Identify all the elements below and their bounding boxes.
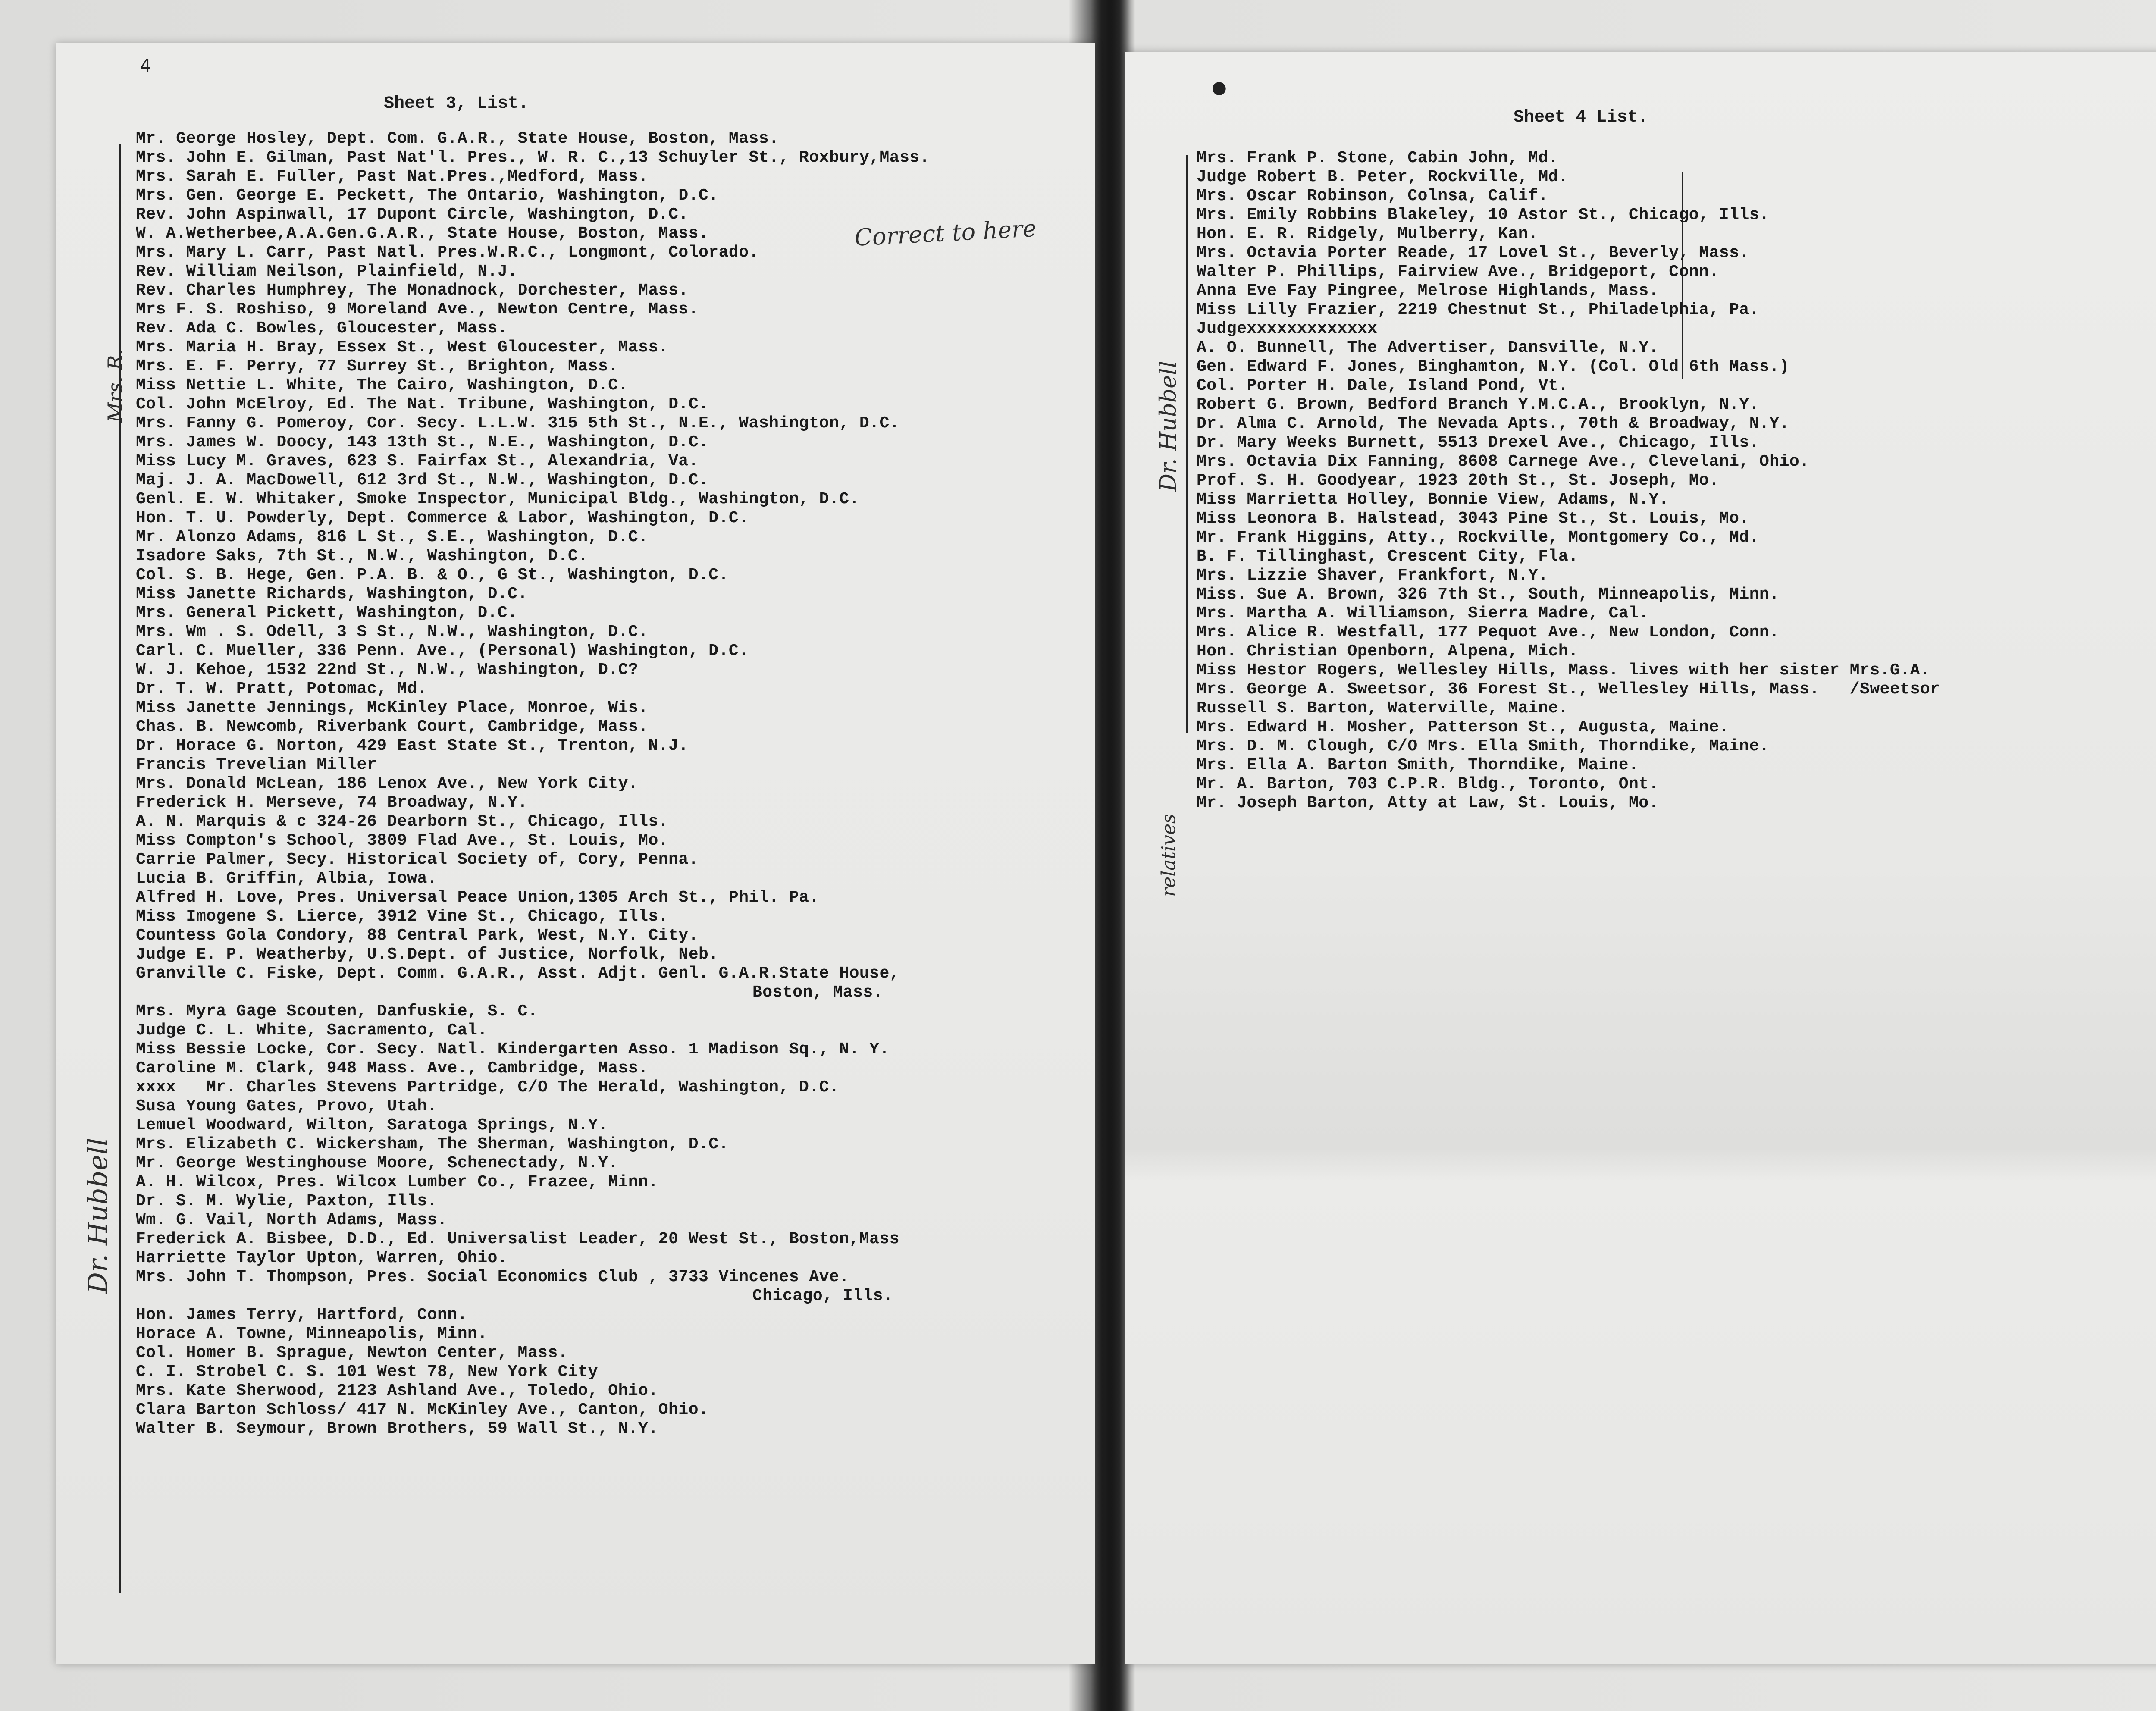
list-item: Judgexxxxxxxxxxxxx: [1197, 320, 1378, 338]
list-item: Judge C. L. White, Sacramento, Cal.: [136, 1021, 488, 1040]
sheet-3-title: Sheet 3, List.: [384, 94, 529, 113]
list-item: A. H. Wilcox, Pres. Wilcox Lumber Co., Frazee, Minn.: [136, 1173, 658, 1191]
list-item: xxxx Mr. Charles Stevens Partridge, C/O The Herald, Washington, D.C.: [136, 1078, 840, 1097]
margin-bracket: [1186, 155, 1188, 733]
list-item: Mrs. Elizabeth C. Wickersham, The Sherman, Washington, D.C.: [136, 1135, 729, 1153]
list-item: Gen. Edward F. Jones, Binghamton, N.Y. (Col. Old 6th Mass.): [1197, 357, 1789, 376]
list-item: Miss Compton's School, 3809 Flad Ave., St. Louis, Mo.: [136, 831, 669, 850]
list-item: Dr. Alma C. Arnold, The Nevada Apts., 70th & Broadway, N.Y.: [1197, 414, 1789, 433]
list-item: Carl. C. Mueller, 336 Penn. Ave., (Personal) Washington, D.C.: [136, 642, 749, 660]
list-item: Col. S. B. Hege, Gen. P.A. B. & O., G St., Washington, D.C.: [136, 566, 729, 584]
list-item: Hon. E. R. Ridgely, Mulberry, Kan.: [1197, 225, 1539, 243]
list-item: Rev. John Aspinwall, 17 Dupont Circle, Washington, D.C.: [136, 205, 689, 224]
list-item: Rev. William Neilson, Plainfield, N.J.: [136, 262, 518, 281]
list-item: Mrs. Fanny G. Pomeroy, Cor. Secy. L.L.W. 315 5th St., N.E., Washington, D.C.: [136, 414, 900, 432]
list-item: Mr. George Westinghouse Moore, Schenectady, N.Y.: [136, 1154, 618, 1172]
list-item: Frederick A. Bisbee, D.D., Ed. Universalist Leader, 20 West St., Boston,Mass: [136, 1230, 900, 1248]
list-item: B. F. Tillinghast, Crescent City, Fla.: [1197, 547, 1579, 566]
list-item: Mrs. John T. Thompson, Pres. Social Economics Club , 3733 Vincenes Ave.: [136, 1268, 849, 1286]
list-item: Mrs. Gen. George E. Peckett, The Ontario, Washington, D.C.: [136, 186, 719, 205]
list-item: Mrs. Edward H. Mosher, Patterson St., Augusta, Maine.: [1197, 718, 1730, 736]
list-item: W. A.Wetherbee,A.A.Gen.G.A.R., State House, Boston, Mass.: [136, 224, 709, 243]
list-item: Hon. James Terry, Hartford, Conn.: [136, 1306, 468, 1324]
list-item: W. J. Kehoe, 1532 22nd St., N.W., Washington, D.C?: [136, 661, 639, 679]
list-item: Isadore Saks, 7th St., N.W., Washington, D.C.: [136, 547, 588, 565]
list-item: Mr. George Hosley, Dept. Com. G.A.R., State House, Boston, Mass.: [136, 129, 779, 148]
margin-note-correct: Correct to here: [854, 214, 1037, 251]
list-item: C. I. Strobel C. S. 101 West 78, New York City: [136, 1363, 598, 1381]
list-item: Mrs. George A. Sweetsor, 36 Forest St., Wellesley Hills, Mass. /Sweetsor: [1197, 680, 1940, 699]
list-item: Mrs. James W. Doocy, 143 13th St., N.E., Washington, D.C.: [136, 433, 709, 451]
list-item: Lucia B. Griffin, Albia, Iowa.: [136, 869, 438, 888]
list-item: Robert G. Brown, Bedford Branch Y.M.C.A., Brooklyn, N.Y.: [1197, 395, 1760, 414]
list-item: Col. Porter H. Dale, Island Pond, Vt.: [1197, 376, 1569, 395]
list-item: Mrs. Maria H. Bray, Essex St., West Gloucester, Mass.: [136, 338, 669, 357]
list-item: Mrs. Alice R. Westfall, 177 Pequot Ave., New London, Conn.: [1197, 623, 1780, 642]
margin-note-hubbell: Dr. Hubbell: [1156, 360, 1181, 492]
list-item: Countess Gola Condory, 88 Central Park, West, N.Y. City.: [136, 926, 699, 945]
list-item: Mr. Joseph Barton, Atty at Law, St. Louis, Mo.: [1197, 794, 1659, 812]
list-item: Miss Marrietta Holley, Bonnie View, Adams, N.Y.: [1197, 490, 1669, 509]
list-item: Anna Eve Fay Pingree, Melrose Highlands, Mass.: [1197, 282, 1659, 300]
list-item: Chas. B. Newcomb, Riverbank Court, Cambridge, Mass.: [136, 718, 649, 736]
margin-note-relatives: relatives: [1158, 814, 1180, 897]
list-item: Mrs. Donald McLean, 186 Lenox Ave., New York City.: [136, 774, 639, 793]
list-item: Maj. J. A. MacDowell, 612 3rd St., N.W., Washington, D.C.: [136, 471, 709, 489]
page-mark: 4: [140, 56, 151, 76]
sheet-3-entries: [136, 129, 930, 1438]
sheet-4-entries: [1197, 149, 1940, 813]
list-item: Mrs. Lizzie Shaver, Frankfort, N.Y.: [1197, 566, 1548, 585]
list-item: Alfred H. Love, Pres. Universal Peace Union,1305 Arch St., Phil. Pa.: [136, 888, 819, 907]
list-item: Horace A. Towne, Minneapolis, Minn.: [136, 1325, 488, 1343]
list-item: A. N. Marquis & c 324-26 Dearborn St., Chicago, Ills.: [136, 812, 669, 831]
list-item: Mrs. D. M. Clough, C/O Mrs. Ella Smith, Thorndike, Maine.: [1197, 737, 1770, 755]
list-item: Russell S. Barton, Waterville, Maine.: [1197, 699, 1569, 718]
list-item: Boston, Mass.: [752, 983, 883, 1002]
list-item: Mrs. Sarah E. Fuller, Past Nat.Pres.,Medford, Mass.: [136, 167, 649, 186]
list-item: Dr. T. W. Pratt, Potomac, Md.: [136, 680, 427, 698]
list-item: Mrs. E. F. Perry, 77 Surrey St., Brighton, Mass.: [136, 357, 618, 376]
list-item: Miss Janette Jennings, McKinley Place, Monroe, Wis.: [136, 699, 649, 717]
sheet-3: [56, 43, 1095, 1664]
list-item: Miss Nettie L. White, The Cairo, Washington, D.C.: [136, 376, 628, 395]
list-item: Prof. S. H. Goodyear, 1923 20th St., St. Joseph, Mo.: [1197, 471, 1719, 490]
list-item: Miss Lilly Frazier, 2219 Chestnut St., Philadelphia, Pa.: [1197, 301, 1760, 319]
margin-note-mrs: Mrs. R.: [103, 348, 127, 423]
page-fold: [1091, 0, 1130, 1711]
list-item: Hon. Christian Openborn, Alpena, Mich.: [1197, 642, 1579, 661]
list-item: Mrs. Mary L. Carr, Past Natl. Pres.W.R.C., Longmont, Colorado.: [136, 243, 759, 262]
margin-note-hubbell: Dr. Hubbell: [82, 1138, 113, 1294]
list-item: Miss Lucy M. Graves, 623 S. Fairfax St., Alexandria, Va.: [136, 452, 699, 470]
list-item: Mrs. General Pickett, Washington, D.C.: [136, 604, 518, 622]
list-item: Miss Leonora B. Halstead, 3043 Pine St., St. Louis, Mo.: [1197, 509, 1749, 528]
list-item: Chicago, Ills.: [752, 1287, 893, 1305]
list-item: Walter P. Phillips, Fairview Ave., Bridgeport, Conn.: [1197, 263, 1719, 281]
list-item: Mrs. Frank P. Stone, Cabin John, Md.: [1197, 149, 1558, 167]
list-item: Carrie Palmer, Secy. Historical Society of, Cory, Penna.: [136, 850, 699, 869]
list-item: Genl. E. W. Whitaker, Smoke Inspector, Municipal Bldg., Washington, D.C.: [136, 490, 859, 508]
list-item: A. O. Bunnell, The Advertiser, Dansville, N.Y.: [1197, 338, 1659, 357]
list-item: Rev. Ada C. Bowles, Gloucester, Mass.: [136, 319, 508, 338]
list-item: Mrs. Octavia Porter Reade, 17 Lovel St., Beverly, Mass.: [1197, 244, 1749, 262]
list-item: Mrs. Emily Robbins Blakeley, 10 Astor St., Chicago, Ills.: [1197, 206, 1770, 224]
list-item: Mrs. Wm . S. Odell, 3 S St., N.W., Washington, D.C.: [136, 623, 649, 641]
list-item: Judge Robert B. Peter, Rockville, Md.: [1197, 168, 1569, 186]
list-item: Mr. Frank Higgins, Atty., Rockville, Montgomery Co., Md.: [1197, 528, 1760, 547]
list-item: Lemuel Woodward, Wilton, Saratoga Springs, N.Y.: [136, 1116, 608, 1134]
list-item: Caroline M. Clark, 948 Mass. Ave., Cambridge, Mass.: [136, 1059, 649, 1078]
list-item: Mrs. Myra Gage Scouten, Danfuskie, S. C.: [136, 1002, 538, 1021]
list-item: Mrs F. S. Roshiso, 9 Moreland Ave., Newton Centre, Mass.: [136, 300, 699, 319]
sheet-4-title: Sheet 4 List.: [1514, 108, 1648, 127]
list-item: Rev. Charles Humphrey, The Monadnock, Dorchester, Mass.: [136, 281, 689, 300]
list-item: Mrs. Ella A. Barton Smith, Thorndike, Maine.: [1197, 756, 1639, 774]
list-item: Mrs. Oscar Robinson, Colnsa, Calif.: [1197, 187, 1548, 205]
list-item: Dr. Mary Weeks Burnett, 5513 Drexel Ave., Chicago, Ills.: [1197, 433, 1760, 452]
list-item: Mrs. John E. Gilman, Past Nat'l. Pres., W. R. C.,13 Schuyler St., Roxbury,Mass.: [136, 148, 930, 167]
list-item: Miss Hestor Rogers, Wellesley Hills, Mass. lives with her sister Mrs.G.A.: [1197, 661, 1930, 680]
list-item: Harriette Taylor Upton, Warren, Ohio.: [136, 1249, 508, 1267]
list-item: Col. John McElroy, Ed. The Nat. Tribune, Washington, D.C.: [136, 395, 709, 414]
list-item: Miss Bessie Locke, Cor. Secy. Natl. Kindergarten Asso. 1 Madison Sq., N. Y.: [136, 1040, 890, 1059]
list-item: Mrs. Kate Sherwood, 2123 Ashland Ave., Toledo, Ohio.: [136, 1382, 658, 1400]
list-item: Granville C. Fiske, Dept. Comm. G.A.R., Asst. Adjt. Genl. G.A.R.State House,: [136, 964, 900, 983]
sheet-4: [1125, 52, 2156, 1664]
binding-dot-icon: ●: [1212, 78, 1227, 97]
list-item: Miss Janette Richards, Washington, D.C.: [136, 585, 528, 603]
list-item: Mr. A. Barton, 703 C.P.R. Bldg., Toronto, Ont.: [1197, 775, 1659, 793]
list-item: Clara Barton Schloss/ 417 N. McKinley Ave., Canton, Ohio.: [136, 1401, 709, 1419]
list-item: Francis Trevelian Miller: [136, 755, 377, 774]
list-item: Frederick H. Merseve, 74 Broadway, N.Y.: [136, 793, 528, 812]
list-item: Col. Homer B. Sprague, Newton Center, Mass.: [136, 1344, 568, 1362]
list-item: Hon. T. U. Powderly, Dept. Commerce & Labor, Washington, D.C.: [136, 509, 749, 527]
list-item: Mrs. Octavia Dix Fanning, 8608 Carnege Ave., Clevelani, Ohio.: [1197, 452, 1810, 471]
list-item: Dr. Horace G. Norton, 429 East State St., Trenton, N.J.: [136, 736, 689, 755]
list-item: Judge E. P. Weatherby, U.S.Dept. of Justice, Norfolk, Neb.: [136, 945, 719, 964]
list-item: Wm. G. Vail, North Adams, Mass.: [136, 1211, 448, 1229]
list-item: Walter B. Seymour, Brown Brothers, 59 Wall St., N.Y.: [136, 1420, 658, 1438]
list-item: Miss Imogene S. Lierce, 3912 Vine St., Chicago, Ills.: [136, 907, 669, 926]
list-item: Mr. Alonzo Adams, 816 L St., S.E., Washington, D.C.: [136, 528, 649, 546]
list-item: Mrs. Martha A. Williamson, Sierra Madre, Cal.: [1197, 604, 1649, 623]
list-item: Dr. S. M. Wylie, Paxton, Ills.: [136, 1192, 438, 1210]
list-item: Miss. Sue A. Brown, 326 7th St., South, Minneapolis, Minn.: [1197, 585, 1780, 604]
list-item: Susa Young Gates, Provo, Utah.: [136, 1097, 438, 1116]
